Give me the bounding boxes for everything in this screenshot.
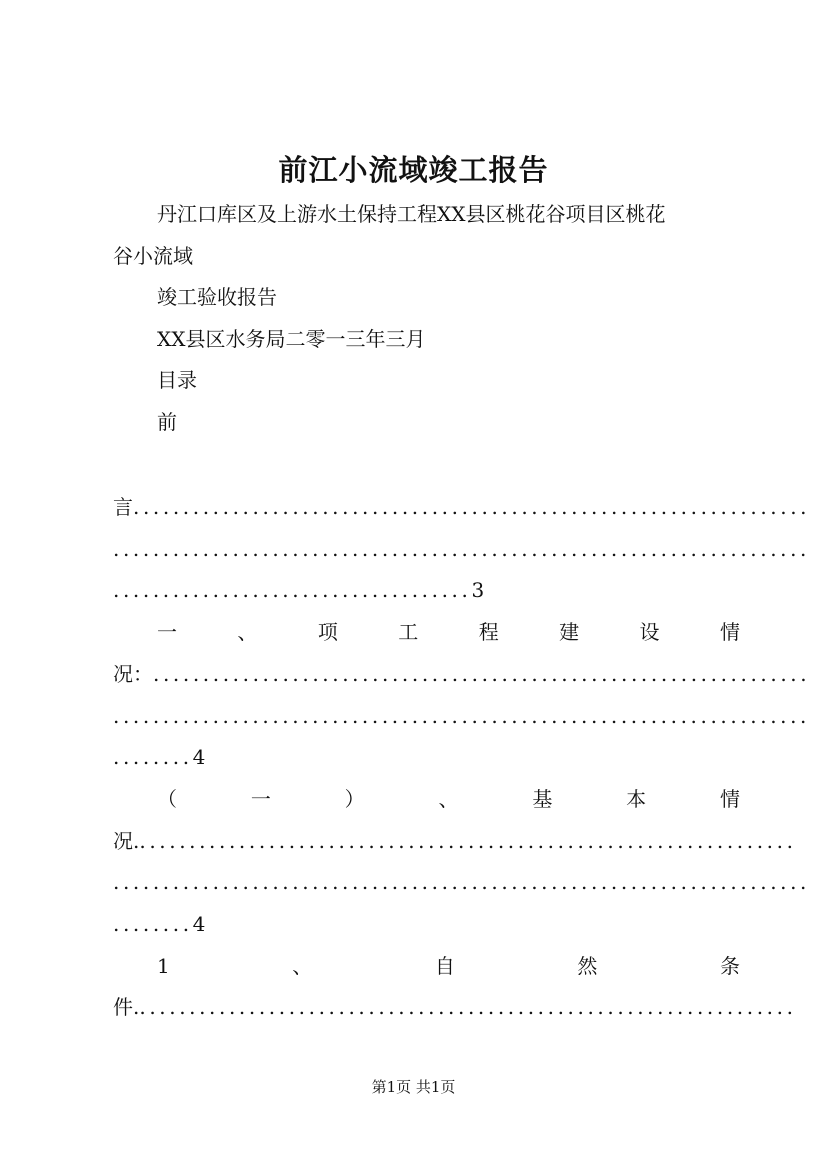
toc-preface-line-3 [113,576,740,604]
toc-s1-char: 程 [478,620,499,644]
toc-section-1-1-line-2 [113,868,811,896]
toc-s2-char: 基 [532,787,553,811]
report-type: 竣工验收报告 [157,285,277,309]
toc-leader-dots: .................................................................... [133,495,811,519]
toc-leader-dots: ........ [113,745,193,769]
toc-s1-char: 、 [237,620,258,644]
toc-s1-page: 4 [192,745,206,769]
document-title: 前江小流域竣工报告 [278,153,549,187]
toc-section-1-1-line-1 [113,827,797,855]
toc-s2-char: 情 [719,787,740,811]
toc-s1-head: 况： [113,662,153,686]
toc-s2-char: 本 [626,787,647,811]
toc-s2-char: ） [344,787,365,811]
toc-s3-char: 然 [577,954,598,978]
toc-preface-line-1 [113,493,811,521]
toc-s2-char: （ [157,787,177,811]
toc-s2-char: 一 [250,787,271,811]
toc-section-1-1-1-title [157,952,740,980]
toc-section-1-1-line-3 [113,910,740,938]
project-name-line-2: 谷小流域 [113,244,193,268]
toc-s2-head: 况. [113,829,140,853]
toc-s2-char: 、 [438,787,459,811]
toc-s1-char: 情 [719,620,740,644]
toc-s1-char: 项 [317,620,338,644]
toc-preface-head: 言 [113,495,133,519]
toc-s3-char: 1 [157,954,170,978]
toc-section-1-line-2 [113,702,811,730]
toc-s3-head: 件. [113,995,140,1019]
toc-section-1-line-3 [113,743,740,771]
project-name-line-1: 丹江口库区及上游水土保持工程XX县区桃花谷项目区桃花 [157,202,666,226]
toc-s3-char: 自 [434,954,455,978]
page-footer: 第1页 共1页 [371,1078,456,1096]
toc-s3-char: 、 [292,954,313,978]
toc-s1-char: 工 [398,620,419,644]
toc-leader-dots: .................................................................. [153,662,811,686]
toc-heading: 目录 [157,368,197,392]
toc-leader-dots: ...................................................................... [113,870,811,894]
toc-s2-page: 4 [192,912,206,936]
toc-s1-char: 设 [639,620,660,644]
toc-preface-page: 3 [471,578,485,602]
toc-leader-dots: .................................................................. [139,829,797,853]
toc-leader-dots: ........ [113,912,193,936]
toc-leader-dots: ...................................................................... [113,704,811,728]
toc-s3-char: 条 [719,954,740,978]
toc-preface-start: 前 [157,410,177,434]
toc-leader-dots: .................................................................. [139,995,797,1019]
toc-leader-dots: ...................................................................... [113,537,811,561]
toc-s1-char: 建 [559,620,580,644]
toc-section-1-line-1 [113,660,811,688]
toc-s1-char: 一 [157,620,177,644]
issuer-date: XX县区水务局二零一三年三月 [157,327,426,351]
toc-section-1-1-1-line-1 [113,993,797,1021]
toc-preface-line-2 [113,535,811,563]
toc-section-1-1-title [157,785,740,813]
toc-leader-dots: .................................... [113,578,472,602]
toc-section-1-title [157,618,740,646]
